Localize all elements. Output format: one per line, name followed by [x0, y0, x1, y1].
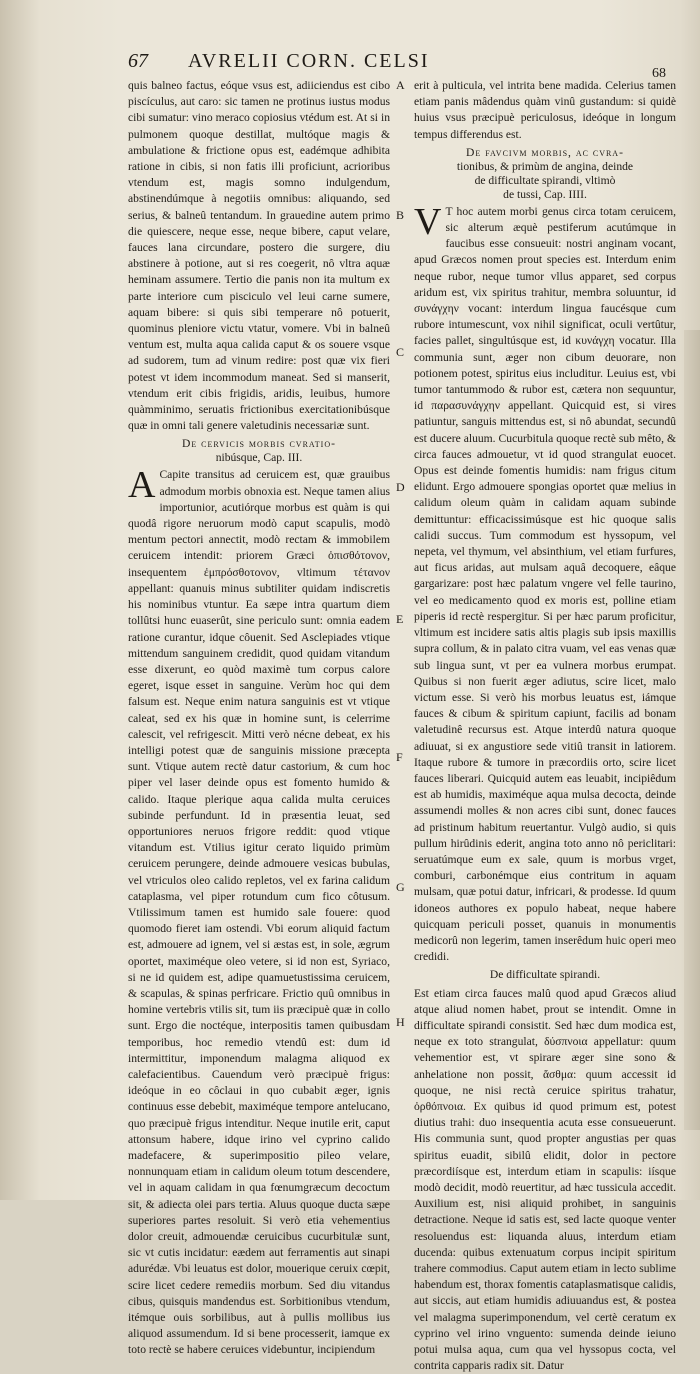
right-column	[414, 78, 676, 1374]
drop-cap: A	[128, 464, 156, 507]
margin-letter: B	[396, 208, 405, 222]
paragraph: quis balneo factus, eóque vsus est, adiiciendus est cibo piscículus, aut caro: sic tamen ne protinus iustus modus cibi sumatur: vino meraco copiosius vtédum est. At si in pulmonem quoque destillat, multóque magis & ambulatione & frictione opus est, eadémque adhibita ratione in cibis, si non fatis illi proficiunt, acrioribus vtendum est, magis somno indulgendum, abstinendúmque à negotiis omnibus: aliquando, sed serius, & balneû tentandum. In grauedine autem primo die quiescere, neque esse, neque bibere, caput velare, fauces lana circundare, postero die surgere, diu abstinere à potione, aut si res coegerit, nô vltra aquæ heminam assumere. Tertio die panis non ita multum ex parte interiore cum pisciculo vel leui carne sumere, aquam bibere: si quis sibi temperare nô potuerit, quominus pleniore victu vtatur, vomere. Vbi in balneû ventum est, multa aqua calida caput & os souere vsque ad sudorem, tum ad vinum redire: post quæ vix fieri potest vt idem incommodum maneat. Sed si manserit, vtendum erit cibis frigidis, aridis, leuibus, humore quàmminimo, seruatis frictionibus exercitationibúsque quæ in omni tali genere valetudinis necessariæ sunt.	[128, 79, 390, 433]
margin-letter: G	[396, 880, 405, 894]
section-heading	[414, 146, 676, 202]
paragraph: Est etiam circa fauces malû quod apud Græcos aliud atque aliud nomen habet, prout se intendit. Omne in difficultate spirandi consistit. Sed hæc dum modica est, neque ex toto strangulat, δύσπνοια appellatur: quum vehementior est, vt spirare æger sine sono & anhelatione non possit, ἄσθμα: quum accessit id quoque, ne nisi rectà ceruice spiritus trahatur, ὀρθόπνοια. Ex quibus id quod primum est, potest diutius trahi: duo insequentia acuta esse consueuerunt. His communia sunt, quod propter angustias per quas spiritus euadit, sibilû elidit, dolor in pectore præcordiísque est, interdum etiam in scapulis: iísque modò decidit, modò reuertitur, ad hæc tussicula accedit. Auxilium est, nisi aliquid prohibet, in sanguinis detractione. Neque id satis est, sed lacte quoque venter resoluendus est: liquanda aluus, interdum etiam ducenda: quibus extenuatum corpus incipit spiritum trahere commodius. Caput autem etiam in lecto sublime habendum est, thorax fomentis cataplasmatisque calidis, aut siccis, aut etiam humidis adiuuandus est, & postea vel malagma superimponendum, vel certè ceratum ex cyprino vel irino vnguento: sumenda deinde ieiuno potui mulsa aqua, cum qua vel hyssopus cocta, vel contrita capparis radix sit. Datur	[414, 986, 676, 1373]
margin-letter: H	[396, 1015, 405, 1029]
section-title: De favcivm morbis, ac cvra-	[466, 145, 624, 159]
margin-letter: A	[396, 78, 405, 92]
paragraph: erit à pulticula, vel intrita bene madida. Celerius tamen etiam panis mâdendus quàm vinû gustandum: si quidè huius vsus præcipuè periculosus, ideóque in longum tempus differendus est.	[414, 79, 676, 141]
margin-letter: D	[396, 480, 405, 494]
section-subtitle: de difficultate spirandi, vltimò	[474, 173, 616, 187]
subheading: De difficultate spirandi.	[489, 968, 601, 982]
paragraph-text: T hoc autem morbi genus circa totam ceruicem, sic alterum æquè pestiferum acutúmque in faucibus esse consueuit: nostri anginam vocant, apud Græcos nomen prout species est. Interdum enim neque rubor, neque tumor vllus apparet, sed corpus aridum est, vix spiritus trahitur, membra soluuntur, id συνάγχην vocant: interdum lingua faucésque cum rubore intumescunt, vox nihil significat, oculi vertûtur, facies pallet, singultúsque est, id κυνάγχη vocatur. Illa communia sunt, æger non cibum deuorare, non potionem potest, spiritus eius includitur. Leuius est, vbi tumor tantummodo & rubor est, cætera non sequuntur, id παρασυνάγχην appellant. Quicquid est, si vires patiuntur, sanguis mittendus est, si nô abundat, secundû est ducere aluum. Cucurbitula quoque rectè sub mêto, & circa fauces admouetur, vt id quod strangulat euocet. Opus est deinde fomentis humidis: nam frigus citum elidunt. Ergo admouere spongias oportet quæ melius in calidum oleum quàm in calidam aquam subinde demittuntur: efficacissimúsque est hic quoque salis calidi succus. Tum commodum est hyssopum, vel nepeta, vel thymum, vel absinthium, vel etiam furfures, aut ficus aridas, aut mulsam aquâ decoquere, eâque gargarizare: post hæc palatum vngere vel felle taurino, vel eo medicamento quod ex moris est, polline etiam piperis id rectè respergitur. Si per hæc parum proficitur, vltimum est incidere satis altis plagis sub ipsis maxillis supra collum, & in palato citra vuam, vel eas venas quæ sub lingua sunt, vt per ea vulnera morbus erumpat. Quibus si non fuerit æger adiutus, scire licet, malo victum esse. Si verò his morbus leuatus est, iámque fauces & cibum & spiritum capiunt, facilis ad bonam valetudinê recursus est. Atque interdû natura quoque adiuuat, si ex angustiore sede vitiû transit in latiorem. Itaque rubore & tumore in præcordiis orto, scire licet fauces liberari. Quicquid autem eas leuabit, incipiêdum est ab humidis, maximéque aqua mulsa decocta, deinde assumendi molles & non acres cibi sunt, donec fauces ad pristinum habitum reuertantur. Vulgò audio, si quis pullum hirûdinis ederit, angina toto anno nô periclitari: seruatúmque eum ex sale, quum is morbus vrget, comburi, carbonémque eius contritum in aquam mulsam, quæ potui datur, infricari, & prodesse. Id quum idoneos authores ex populo habeat, neque habere quicquam periculi posset, quanuis in monumentis medicorû non legerim, tamen inserêdum huic operi meo credidi.	[414, 204, 676, 964]
folio-number-right: 68	[652, 66, 666, 81]
paragraph	[414, 200, 676, 966]
margin-letter: F	[396, 750, 403, 764]
margin-letter: C	[396, 345, 405, 359]
section-subtitle: tionibus, & primùm de angina, deinde	[456, 159, 634, 173]
left-column	[128, 78, 390, 1359]
paragraph-text: Capite transitus ad ceruicem est, quæ grauibus admodum morbis obnoxia est. Neque tamen alius importunior, acutiórque morbus est quàm is qui quodâ rigore neruorum modò caput scapulis, modò mentum pectori annectit, modò rectam & immobilem ceruicem intendit: priorem Græci ὀπισθότονον, insequentem ἐμπρόσθοτονον, vltimum τέτανον appellant: quanuis minus subtiliter quidam indiscretis his nominibus vtuntur. Ea sæpe intra quartum diem tollûtsi hunc euaserût, sine periculo sunt: omnia eadem ratione curantur, idque côuenit. Sed Asclepiades vtique mittendum sanguinem credidit, quod quidam vitandum esse dixerunt, eo quòd maximè tum corpus calore egeret, isque esset in sanguine. Verùm hoc qui dem falsum est. Neque enim natura sanguinis est vt vtique caleat, sed ex his quæ in homine sunt, is celerrime calescit, vel refrigescit. Mitti verò nécne debeat, ex his intelligi potest quæ de sanguinis missione præcepta sunt. Vtique autem rectè datur castorium, & cum hoc piper vel laser deinde opus est fomento humido & calido. Itaque plerique aqua calida multa ceruices subinde perfundunt. Id in præsentia leuat, sed opportuniores neruos frigore reddit: quod vtique vitandum est. Vtilius igitur cerato liquido primùm ceruicem perungere, deinde admouere vesicas bubulas, vel vtriculos oleo calido repletos, vel ex farina calidum cataplasma, vel piper rotundum cum fico côtusum. Vtilissimum tamen est humido sale fouere: quod quomodo fieret iam ostendi. Vbi eorum aliquid factum est, admouere ad ignem, vel si æstas est, in sole, ægrum oportet, maximéque oleo vetere, si id non est, Syriaco, si ne id quidem est, adipe quamuetustissima ceruicem, & scapulas, & spinas perfricare. Frictio quû omnibus in homine vertebris vtilis sit, tum iis præcipuè quæ in collo sunt. Ergo die noctéque, interpositis tamen quibusdam temporibus, hoc remedio vtendû est: dum id intermittitur, imponendum malagma aliquod ex calefacientibus. Cauendum verò præcipuè frigus: ideóque in eo côclaui in quo cubabit æger, ignis continuus esse debebit, maximéque tempore antelucano, quo præcipuè frigus intenditur. Neque inutile erit, caput attonsum habere, idque irino vel cyprino calido madefacere, & superimpositio pileo velare, nonnunquam etiam in calidum oleum totum descendere, vel in aquam calidam in qua fœnumgræcum decoctum sit, & adiecta olei pars tertia. Aluus quoque ducta sæpe superiores partes resoluit. Si verò etia vehementius dolor creuit, admouendæ ceruicibus cucurbitulæ sunt, sic vt cutis incidatur: eædem aut ferramentis aut sinapi adurédæ. Vbi leuatus est dolor, mouerique ceruix cœpit, scire licet cedere remediis morbum. Sed diu vitandus cibus, quisquis mandendus est. Sorbitionibus vtendum, itémque ouis sorbilibus, aut à pullis mollibus ius aliquod assumendum. Id si bene processerit, iamque ex toto rectè se habere ceruices videbuntur, incipiendum	[128, 468, 390, 1357]
section-title: De cervicis morbis cvratio-	[182, 437, 336, 451]
paragraph	[128, 464, 390, 1358]
running-head: AVRELII CORN. CELSI	[188, 50, 430, 72]
section-subtitle: de tussi, Cap. IIII.	[503, 187, 587, 201]
drop-cap: V	[414, 200, 442, 243]
section-heading	[128, 437, 390, 465]
section-subtitle: nibúsque, Cap. III.	[215, 451, 303, 465]
page-edge-shadow	[684, 330, 700, 1130]
margin-letter: E	[396, 612, 404, 626]
folio-number-left: 67	[128, 50, 148, 72]
